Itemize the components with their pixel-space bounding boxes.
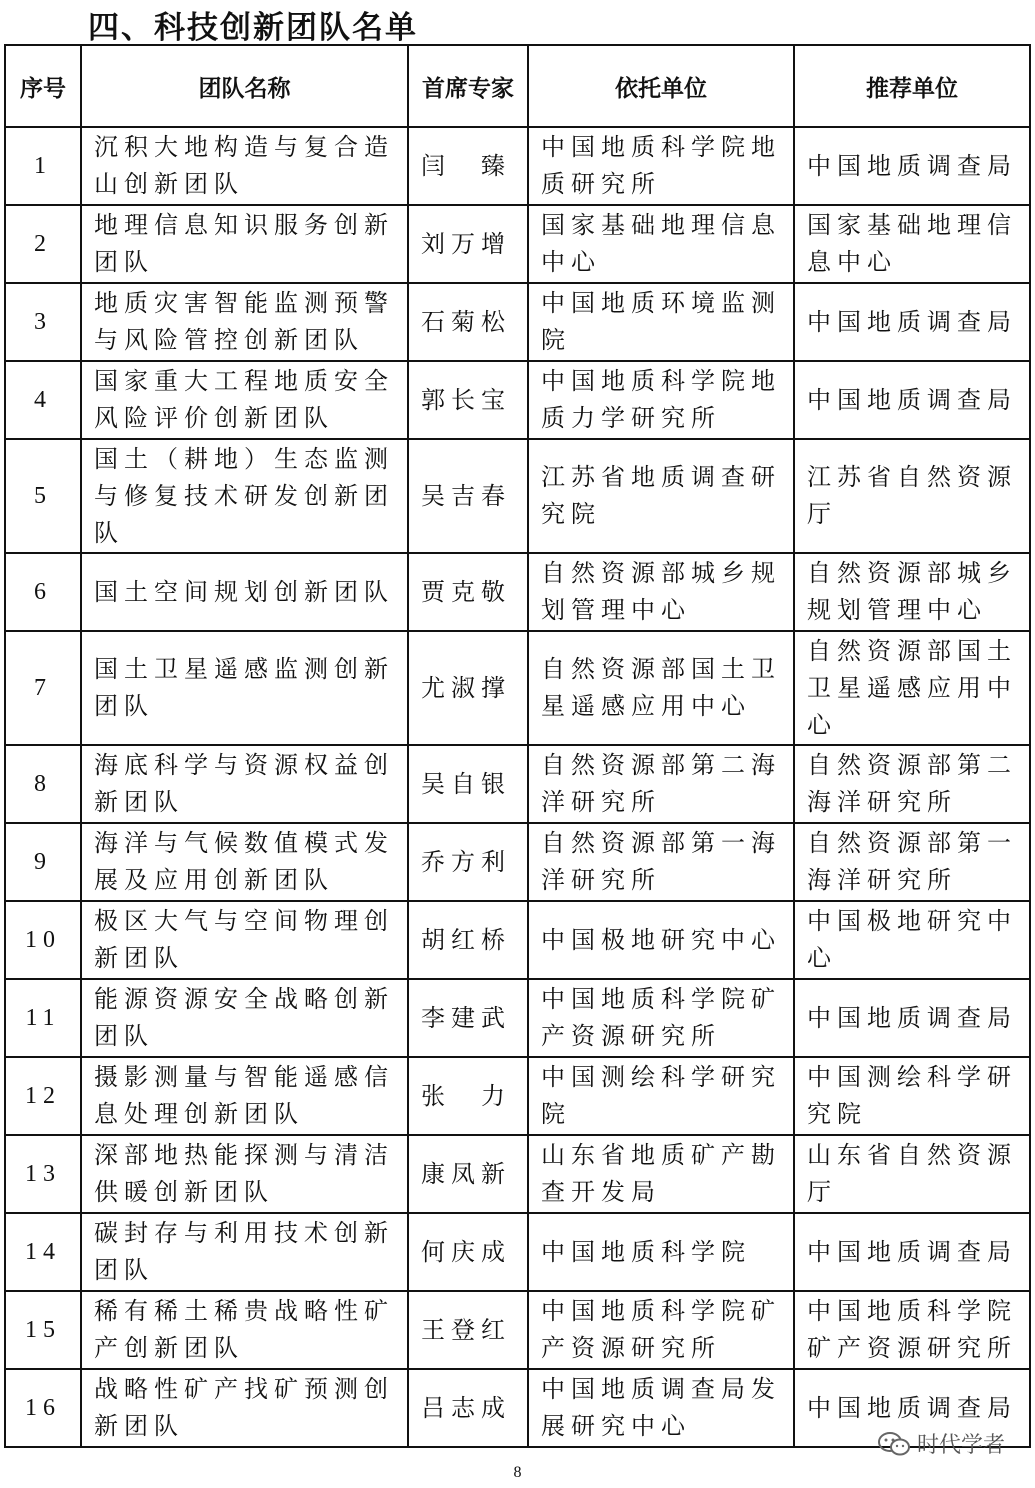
chief-expert-cell: 吕志成 [408, 1369, 528, 1447]
row-number: 10 [5, 901, 81, 979]
chief-expert-cell: 王登红 [408, 1291, 528, 1369]
recommending-unit-cell: 江苏省自然资源厅 [794, 439, 1030, 553]
recommending-unit-cell: 自然资源部国土卫星遥感应用中心 [794, 631, 1030, 745]
row-number: 8 [5, 745, 81, 823]
recommending-unit-cell: 中国地质调查局 [794, 1213, 1030, 1291]
table-row [5, 127, 1030, 205]
row-number: 15 [5, 1291, 81, 1369]
chief-expert-cell: 郭长宝 [408, 361, 528, 439]
table-row [5, 1213, 1030, 1291]
watermark [877, 1428, 1005, 1459]
section-title: 四、科技创新团队名单 [88, 10, 418, 46]
team-name-cell: 沉积大地构造与复合造山创新团队 [81, 127, 408, 205]
recommending-unit-cell: 自然资源部第一海洋研究所 [794, 823, 1030, 901]
table-row [5, 205, 1030, 283]
chief-expert-cell: 张 力 [408, 1057, 528, 1135]
host-unit-cell: 中国地质科学院矿产资源研究所 [528, 1291, 794, 1369]
row-number: 11 [5, 979, 81, 1057]
header-recommending-unit: 推荐单位 [794, 45, 1030, 127]
host-unit-cell: 国家基础地理信息中心 [528, 205, 794, 283]
host-unit-cell: 中国地质科学院 [528, 1213, 794, 1291]
chief-expert-cell: 刘万增 [408, 205, 528, 283]
header-host-unit: 依托单位 [528, 45, 794, 127]
row-number: 12 [5, 1057, 81, 1135]
team-name-cell: 国土卫星遥感监测创新团队 [81, 631, 408, 745]
team-list-table [4, 44, 1031, 1448]
team-name-cell: 国土（耕地）生态监测与修复技术研发创新团队 [81, 439, 408, 553]
recommending-unit-cell: 中国测绘科学研究院 [794, 1057, 1030, 1135]
team-name-cell: 摄影测量与智能遥感信息处理创新团队 [81, 1057, 408, 1135]
row-number: 3 [5, 283, 81, 361]
host-unit-cell: 中国地质科学院地质研究所 [528, 127, 794, 205]
page-number: 8 [513, 1464, 522, 1481]
table-row [5, 553, 1030, 631]
table-row [5, 901, 1030, 979]
row-number: 16 [5, 1369, 81, 1447]
row-number: 1 [5, 127, 81, 205]
recommending-unit-cell: 中国地质调查局 [794, 361, 1030, 439]
chief-expert-cell: 石菊松 [408, 283, 528, 361]
host-unit-cell: 山东省地质矿产勘查开发局 [528, 1135, 794, 1213]
host-unit-cell: 江苏省地质调查研究院 [528, 439, 794, 553]
row-number: 13 [5, 1135, 81, 1213]
team-name-cell: 地质灾害智能监测预警与风险管控创新团队 [81, 283, 408, 361]
row-number: 6 [5, 553, 81, 631]
chief-expert-cell: 何庆成 [408, 1213, 528, 1291]
host-unit-cell: 自然资源部城乡规划管理中心 [528, 553, 794, 631]
host-unit-cell: 自然资源部第二海洋研究所 [528, 745, 794, 823]
host-unit-cell: 中国地质环境监测院 [528, 283, 794, 361]
chief-expert-cell: 闫 臻 [408, 127, 528, 205]
row-number: 9 [5, 823, 81, 901]
recommending-unit-cell: 中国地质调查局 [794, 1369, 1030, 1447]
host-unit-cell: 中国测绘科学研究院 [528, 1057, 794, 1135]
row-number: 4 [5, 361, 81, 439]
team-name-cell: 能源资源安全战略创新团队 [81, 979, 408, 1057]
team-name-cell: 地理信息知识服务创新团队 [81, 205, 408, 283]
watermark-text: 时代学者 [916, 1433, 1005, 1458]
table-row [5, 283, 1030, 361]
team-name-cell: 深部地热能探测与清洁供暖创新团队 [81, 1135, 408, 1213]
chief-expert-cell: 胡红桥 [408, 901, 528, 979]
table-row [5, 1291, 1030, 1369]
host-unit-cell: 中国地质科学院矿产资源研究所 [528, 979, 794, 1057]
header-no: 序号 [5, 45, 81, 127]
table-row [5, 823, 1030, 901]
recommending-unit-cell: 自然资源部城乡规划管理中心 [794, 553, 1030, 631]
chief-expert-cell: 吴自银 [408, 745, 528, 823]
row-number: 14 [5, 1213, 81, 1291]
table-row [5, 745, 1030, 823]
host-unit-cell: 中国地质调查局发展研究中心 [528, 1369, 794, 1447]
host-unit-cell: 自然资源部国土卫星遥感应用中心 [528, 631, 794, 745]
team-name-cell: 碳封存与利用技术创新团队 [81, 1213, 408, 1291]
team-name-cell: 稀有稀土稀贵战略性矿产创新团队 [81, 1291, 408, 1369]
recommending-unit-cell: 中国地质调查局 [794, 283, 1030, 361]
table-row [5, 361, 1030, 439]
chief-expert-cell: 康凤新 [408, 1135, 528, 1213]
recommending-unit-cell: 中国地质调查局 [794, 127, 1030, 205]
table-row [5, 979, 1030, 1057]
table-row [5, 1057, 1030, 1135]
table-row [5, 1135, 1030, 1213]
recommending-unit-cell: 山东省自然资源厅 [794, 1135, 1030, 1213]
host-unit-cell: 自然资源部第一海洋研究所 [528, 823, 794, 901]
header-chief-expert: 首席专家 [408, 45, 528, 127]
chief-expert-cell: 尤淑撑 [408, 631, 528, 745]
team-name-cell: 战略性矿产找矿预测创新团队 [81, 1369, 408, 1447]
team-name-cell: 海洋与气候数值模式发展及应用创新团队 [81, 823, 408, 901]
chief-expert-cell: 吴吉春 [408, 439, 528, 553]
wechat-icon [877, 1431, 911, 1457]
recommending-unit-cell: 中国极地研究中心 [794, 901, 1030, 979]
header-team-name: 团队名称 [81, 45, 408, 127]
host-unit-cell: 中国极地研究中心 [528, 901, 794, 979]
recommending-unit-cell: 国家基础地理信息中心 [794, 205, 1030, 283]
table-header-row [5, 45, 1030, 127]
row-number: 7 [5, 631, 81, 745]
row-number: 2 [5, 205, 81, 283]
recommending-unit-cell: 中国地质科学院矿产资源研究所 [794, 1291, 1030, 1369]
table-row [5, 631, 1030, 745]
table-row [5, 439, 1030, 553]
chief-expert-cell: 贾克敬 [408, 553, 528, 631]
team-name-cell: 极区大气与空间物理创新团队 [81, 901, 408, 979]
team-name-cell: 海底科学与资源权益创新团队 [81, 745, 408, 823]
chief-expert-cell: 李建武 [408, 979, 528, 1057]
row-number: 5 [5, 439, 81, 553]
host-unit-cell: 中国地质科学院地质力学研究所 [528, 361, 794, 439]
recommending-unit-cell: 自然资源部第二海洋研究所 [794, 745, 1030, 823]
chief-expert-cell: 乔方利 [408, 823, 528, 901]
team-name-cell: 国土空间规划创新团队 [81, 553, 408, 631]
team-name-cell: 国家重大工程地质安全风险评价创新团队 [81, 361, 408, 439]
recommending-unit-cell: 中国地质调查局 [794, 979, 1030, 1057]
